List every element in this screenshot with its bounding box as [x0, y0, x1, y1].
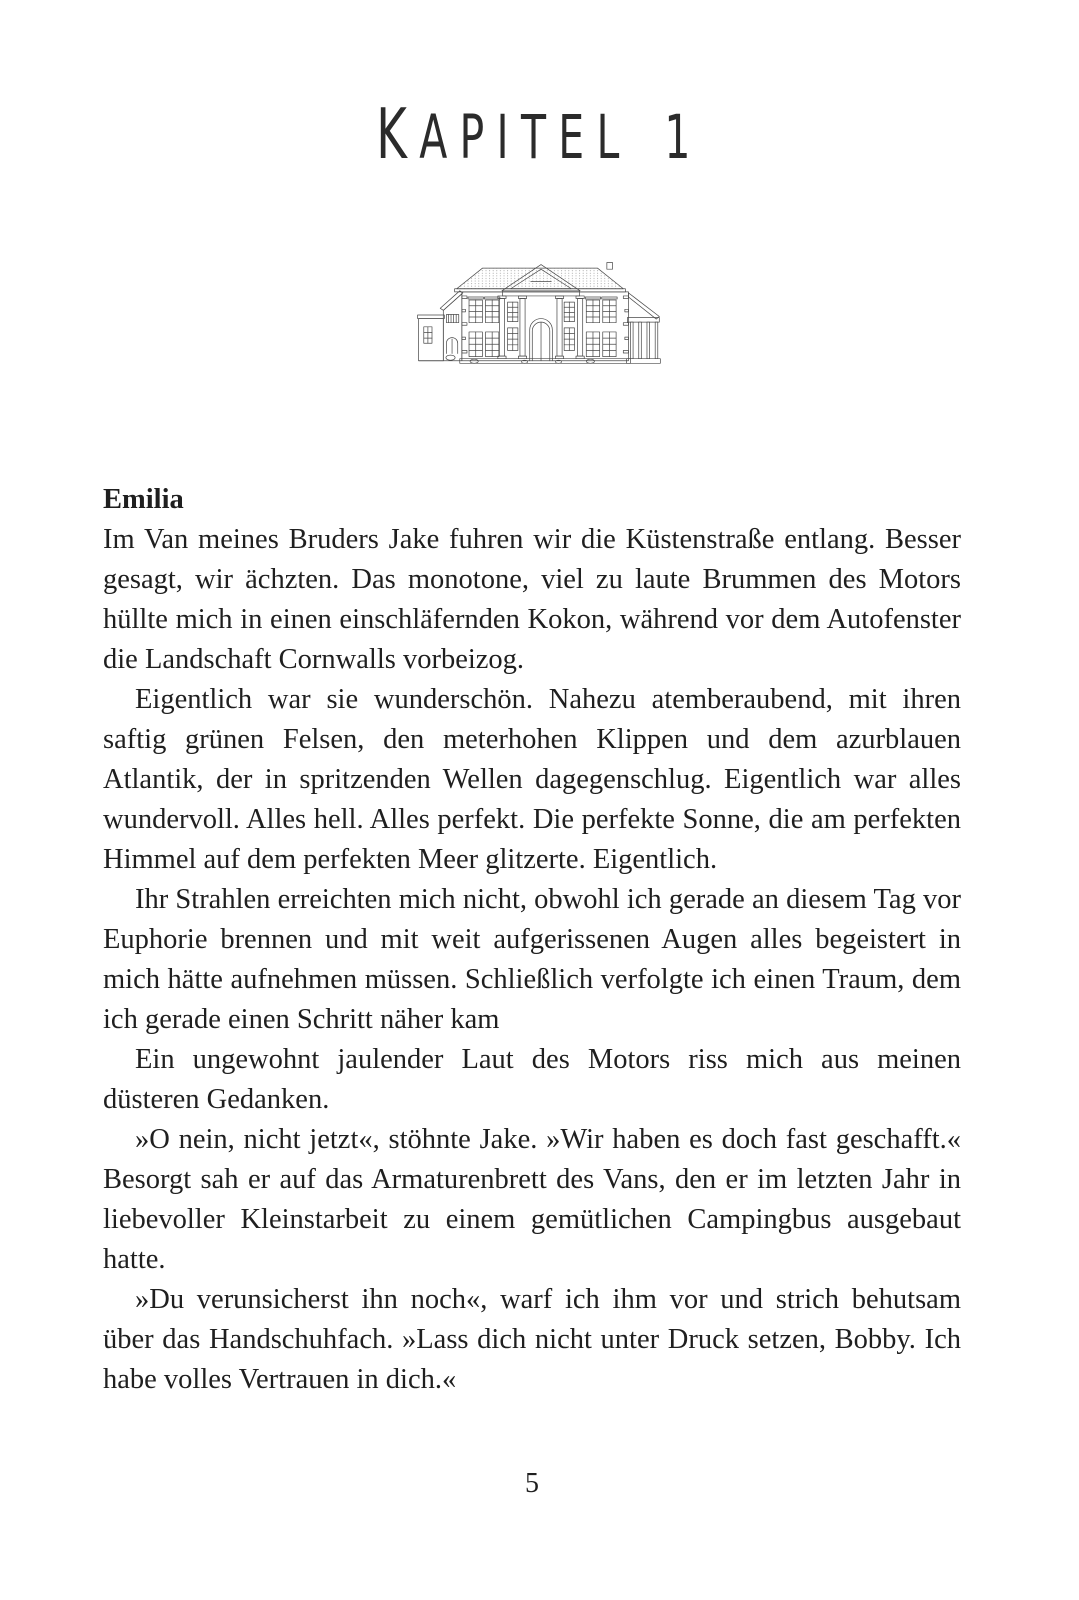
paragraph: »Du verunsicherst ihn noch«, warf ich ihm vor und strich behutsam über das Handschuhfach. »Lass dich nicht unter Druck setzen, Bobby. Ich habe volles Vertrauen in dich.«	[103, 1284, 961, 1395]
chapter-heading: KAPITEL 1	[376, 96, 703, 176]
paragraph: »O nein, nicht jetzt«, stöhnte Jake. »Wir haben es doch fast geschafft.« Besorgt sah er auf das Armaturenbrett des Vans, den er im letzten Jahr in liebevoller Kleinstarbeit zu einem gemütlichen Campingbus ausgebaut hatte.	[103, 1124, 961, 1275]
house-illustration	[0, 262, 1079, 370]
paragraph: Eigentlich war sie wunderschön. Nahezu atemberaubend, mit ihren saftig grünen Felsen, den meterhohen Klippen und dem azurblauen Atlantik, der in spritzenden Wellen dagegenschlug. Eigentlich war alles wundervoll. Alles hell. Alles perfekt. Die perfekte Sonne, die am perfekten Himmel auf dem perfekten Meer glitzerte. Eigentlich.	[103, 684, 961, 875]
page-number: 5	[525, 1468, 539, 1499]
paragraph: Im Van meines Bruders Jake fuhren wir die Küstenstraße entlang. Besser gesagt, wir ächzten. Das monotone, viel zu laute Brummen des Motors hüllte mich in einen einschläfernden Kokon, während vor dem Autofenster die Landschaft Cornwalls vorbeizog.	[103, 524, 961, 675]
manor-house-line-art-icon	[416, 262, 664, 370]
pov-label: Emilia	[103, 484, 184, 515]
body-text	[103, 480, 961, 1400]
paragraph: Ihr Strahlen erreichten mich nicht, obwohl ich gerade an diesem Tag vor Euphorie brennen und mit weit aufgerissenen Augen alles begeistert in mich hätte aufnehmen müssen. Schließlich verfolgte ich einen Traum, dem ich gerade einen Schritt näher kam	[103, 884, 961, 1035]
paragraph: Ein ungewohnt jaulender Laut des Motors riss mich aus meinen düsteren Gedanken.	[103, 1044, 961, 1115]
